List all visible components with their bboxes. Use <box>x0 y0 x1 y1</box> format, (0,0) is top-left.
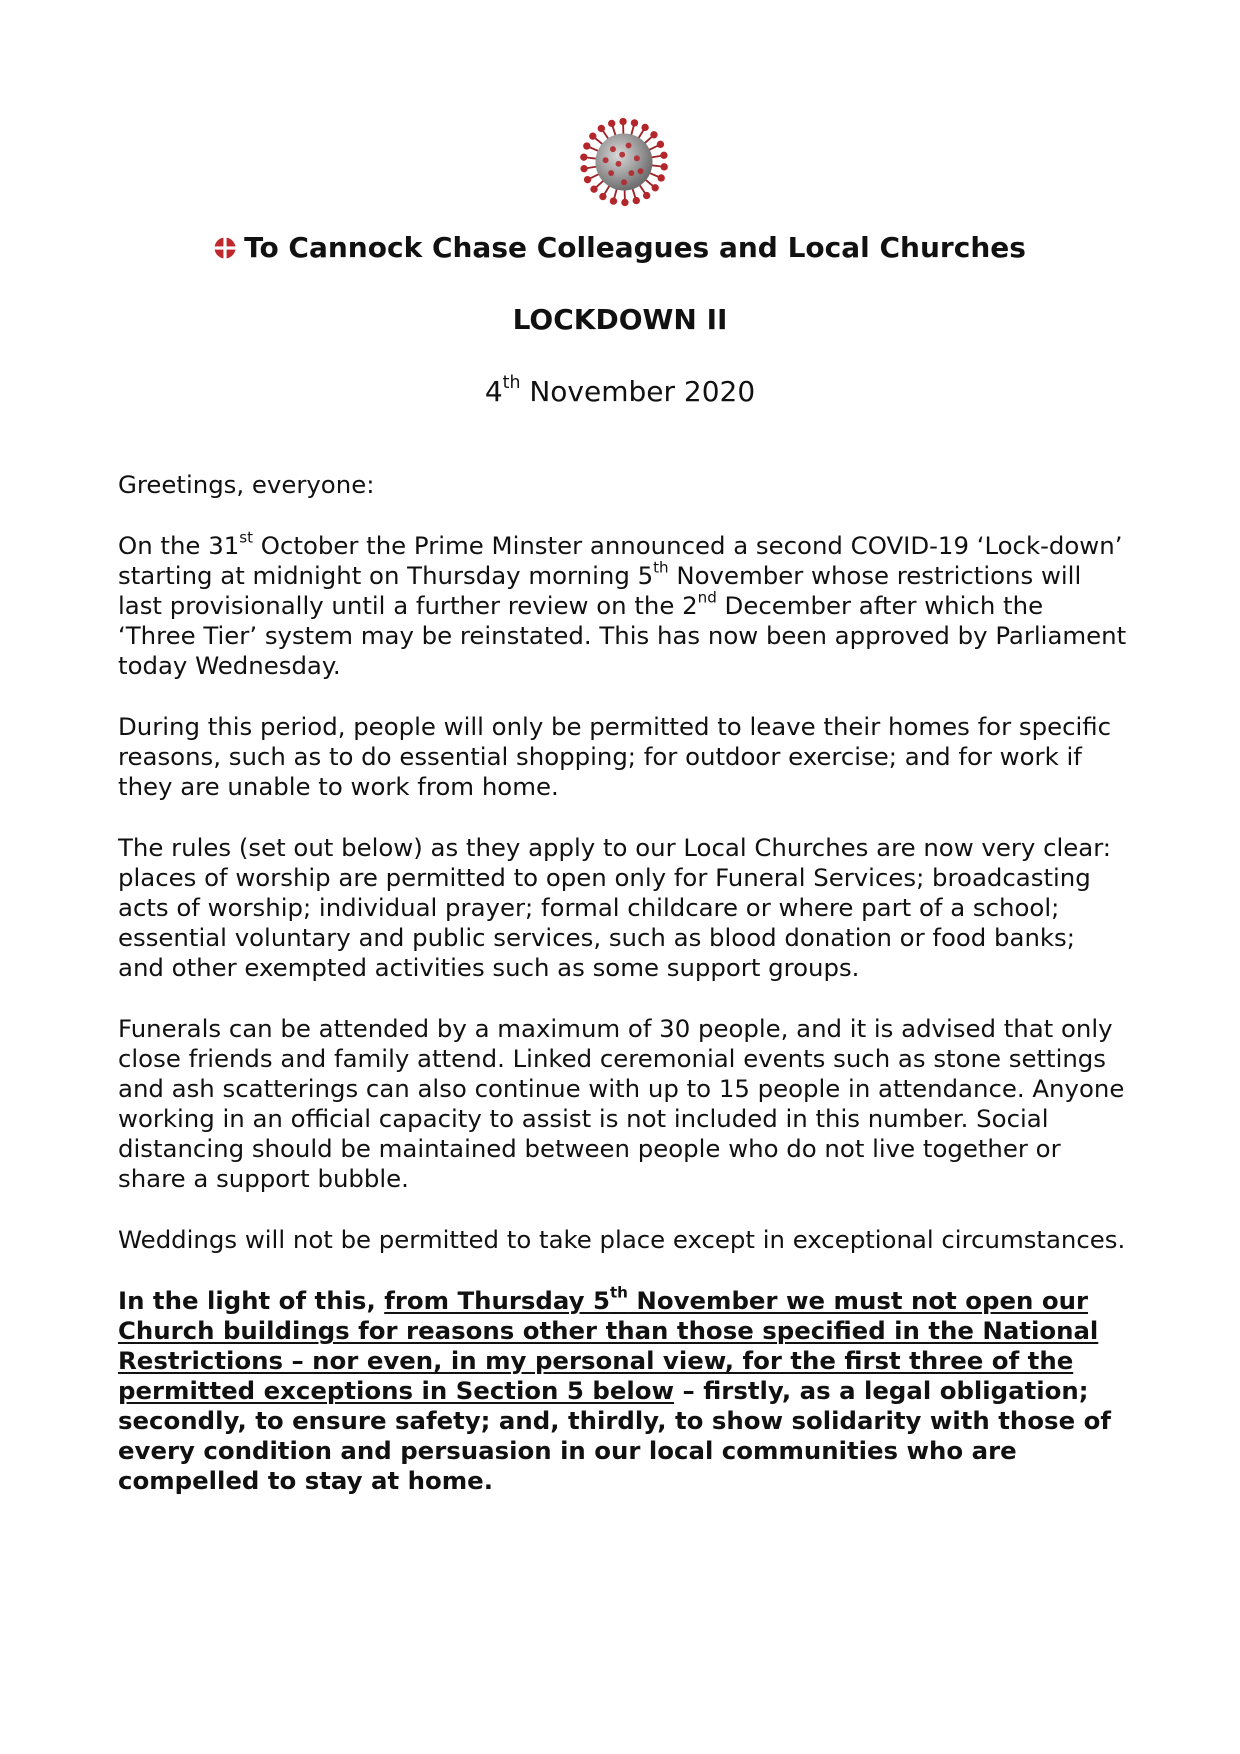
paragraph-decision <box>118 1283 1128 1496</box>
paragraph-church-rules: The rules (set out below) as they apply to our Local Churches are now very clear: places of worship are permitted to open only for Funeral Services; broadcasting acts of worship; individual prayer; formal childcare or where part of a school; essential voluntary and public services, such as blood donation or food banks; and other exempted activities such as some support groups. <box>118 833 1112 982</box>
p6-tail: – firstly, as a legal obligation; secondly, to ensure safety; and, thirdly, to show solidarity with those of every condition and persuasion in our local communities who are compelled to stay at home. <box>118 1376 1111 1495</box>
p1-text-b: October the Prime Minster announced a second COVID-19 ‘Lock-down’ starting at midnight on Thursday morning 5 <box>118 531 1123 590</box>
p6-sup: th <box>609 1283 628 1302</box>
p1-text-d: December after which the ‘Three Tier’ system may be reinstated. This has now been approved by Parliament today Wednesday. <box>118 591 1127 680</box>
p6-underlined-a: from Thursday 5 <box>384 1286 610 1315</box>
p6-underlined-b: November we must not open our Church buildings for reasons other than those specified in the National Restrictions – nor even, in my personal view, for the first three of the permitted exceptions in Section 5 below <box>118 1286 1099 1405</box>
date-rest: November 2020 <box>520 375 756 408</box>
date-suffix: th <box>502 372 521 393</box>
paragraph-restrictions: During this period, people will only be permitted to leave their homes for specific reasons, such as to do essential shopping; for outdoor exercise; and for work if they are unable to work from home. <box>118 712 1112 801</box>
letter-subtitle: LOCKDOWN II <box>512 303 728 336</box>
p1-sup-b: th <box>653 558 669 577</box>
letter-body <box>118 470 1128 1527</box>
greeting: Greetings, everyone: <box>118 470 375 499</box>
p1-sup-c: nd <box>697 588 717 607</box>
diocese-cross-icon <box>214 237 236 259</box>
p1-sup-a: st <box>239 528 254 547</box>
date-day: 4 <box>484 375 503 408</box>
title-text: To Cannock Chase Colleagues and Local Churches <box>244 231 1026 264</box>
letter-date <box>0 372 1240 412</box>
paragraph-weddings: Weddings will not be permitted to take place except in exceptional circumstances. <box>118 1225 1126 1254</box>
coronavirus-icon <box>578 116 670 208</box>
paragraph-funerals: Funerals can be attended by a maximum of 30 people, and it is advised that only close friends and family attend. Linked ceremonial events such as stone settings and ash scatterings can also continue with up to 15 people in attendance. Anyone working in an official capacity to assist is not included in this number. Social distancing should be maintained between people who do not live together or share a support bubble. <box>118 1014 1125 1193</box>
paragraph-announcement <box>118 528 1128 681</box>
p1-text-a: On the 31 <box>118 531 240 560</box>
p6-lead: In the light of this, <box>118 1286 385 1315</box>
letter-title <box>0 228 1240 268</box>
p1-text-c: November whose restrictions will last provisionally until a further review on the 2 <box>118 561 1082 620</box>
